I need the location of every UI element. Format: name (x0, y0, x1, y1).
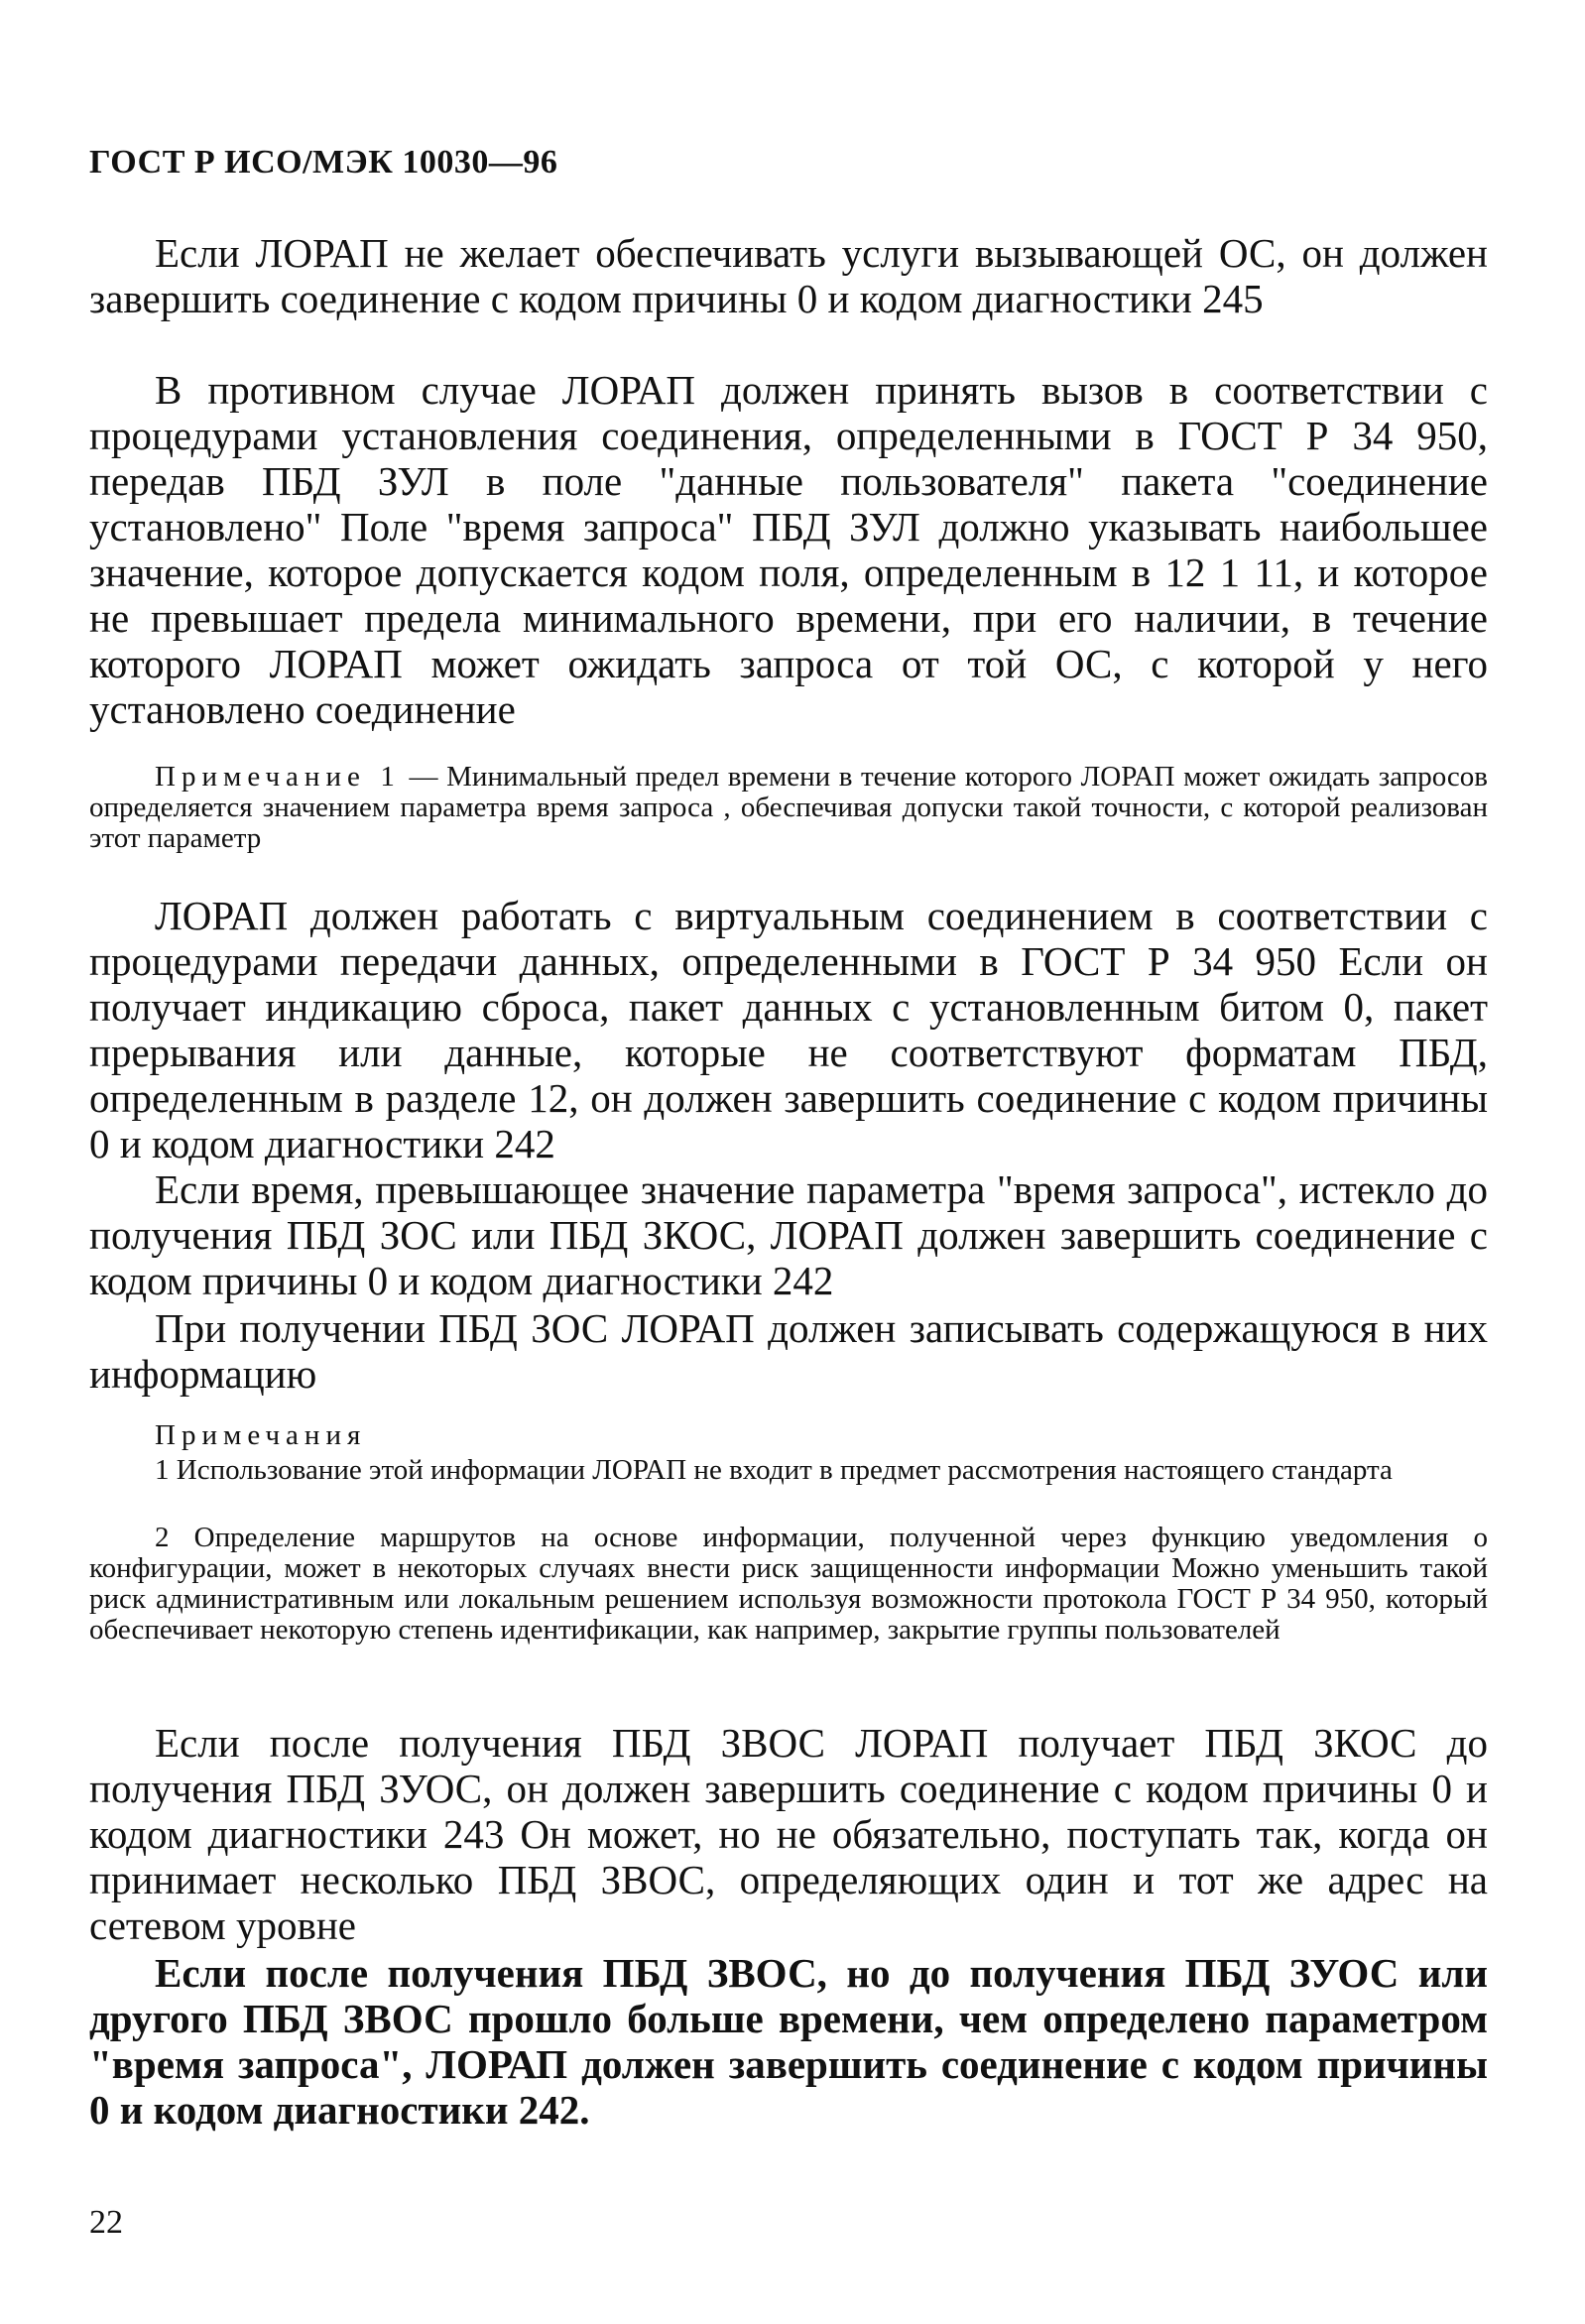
note-1 (89, 762, 1488, 854)
paragraph-7: Если после получения ПБД ЗВОС, но до получения ПБД ЗУОС или другого ПБД ЗВОС прошло больше времени, чем определено параметром "время запроса", ЛОРАП должен завершить соединение с кодом причины 0 и кодом диагностики 242. (89, 1950, 1488, 2133)
note-item-1: 1 Использование этой информации ЛОРАП не входит в предмет рассмотрения настоящего стандарта (155, 1454, 1393, 1486)
note-1-label: Примечание 1 (155, 761, 401, 793)
note-item-2: 2 Определение маршрутов на основе информации, полученной через функцию уведомления о конфигурации, может в некоторых случаях внести риск защищенности информации Можно уменьшить такой риск административным или локальным решением используя возможности протокола ГОСТ Р 34 950, который обеспечивает некоторую степень идентификации, как например, закрытие группы пользователей (89, 1522, 1488, 1646)
paragraph-5: При получении ПБД ЗОС ЛОРАП должен записывать содержащуюся в них информацию (89, 1305, 1488, 1397)
note-1-text: — Минимальный предел времени в течение которого ЛОРАП может ожидать запросов определяется значением параметра время запроса , обеспечивая допуски такой точности, с которой реализован этот параметр (89, 761, 1488, 854)
paragraph-3: ЛОРАП должен работать с виртуальным соединением в соответствии с процедурами передачи данных, определенными в ГОСТ Р 34 950 Если он получает индикацию сброса, пакет данных с установленным битом 0, пакет прерывания или данные, которые не соответствуют форматам ПБД, определенным в разделе 12, он должен завершить соединение с кодом причины 0 и кодом диагностики 242 (89, 893, 1488, 1166)
page-number: 22 (89, 2204, 123, 2241)
notes-heading: Примечания (155, 1419, 367, 1451)
paragraph-1: Если ЛОРАП не желает обеспечивать услуги вызывающей ОС, он должен завершить соединение с кодом причины 0 и кодом диагностики 245 (89, 230, 1488, 321)
paragraph-4: Если время, превышающее значение параметра "время запроса", истекло до получения ПБД ЗОС или ПБД ЗКОС, ЛОРАП должен завершить соединение с кодом причины 0 и кодом диагностики 242 (89, 1166, 1488, 1303)
paragraph-6: Если после получения ПБД ЗВОС ЛОРАП получает ПБД ЗКОС до получения ПБД ЗУОС, он должен завершить соединение с кодом причины 0 и кодом диагностики 243 Он может, но не обязательно, поступать так, когда он принимает несколько ПБД ЗВОС, определяющих один и тот же адрес на сетевом уровне (89, 1720, 1488, 1948)
paragraph-2: В противном случае ЛОРАП должен принять вызов в соответствии с процедурами установления соединения, определенными в ГОСТ Р 34 950, передав ПБД ЗУЛ в поле "данные пользователя" пакета "соединение установлено" Поле "время запроса" ПБД ЗУЛ должно указывать наибольшее значение, которое допускается кодом поля, определенным в 12 1 11, и которое не превышает предела минимального времени, при его наличии, в течение которого ЛОРАП может ожидать запроса от той ОС, с которой у него установлено соединение (89, 367, 1488, 732)
document-header: ГОСТ Р ИСО/МЭК 10030—96 (89, 144, 558, 181)
